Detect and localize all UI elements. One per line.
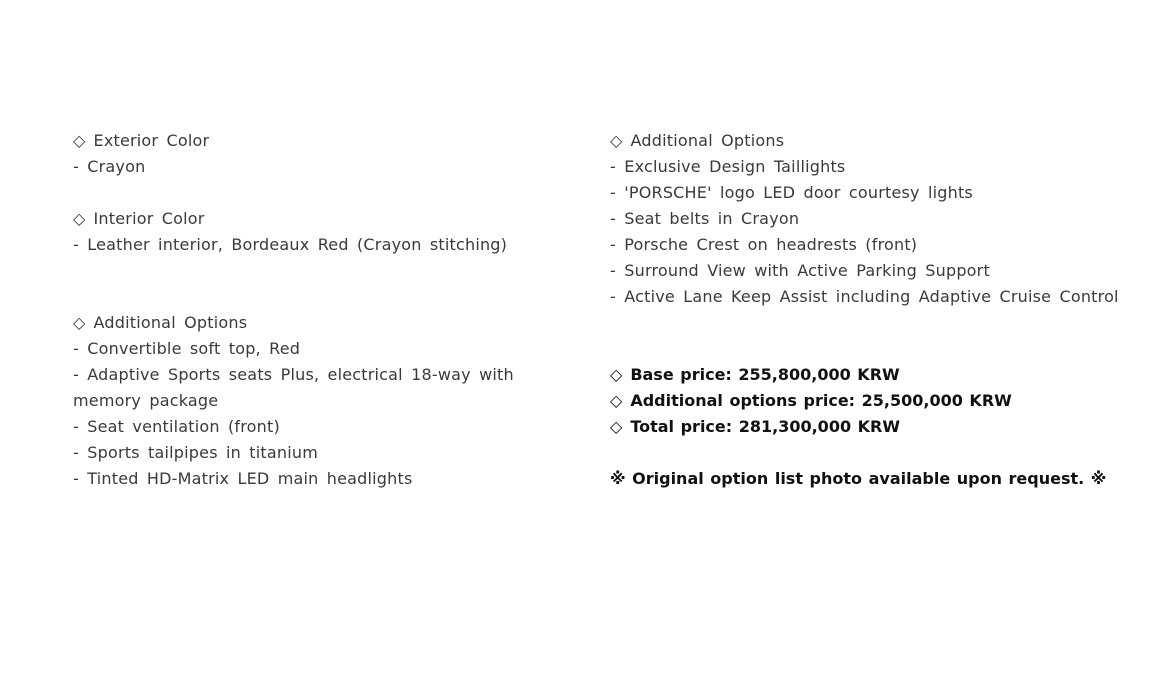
option-item: - Adaptive Sports seats Plus, electrical 18-way with memory package <box>73 365 514 410</box>
interior-color-label: Interior Color <box>93 209 205 228</box>
exterior-color-label: Exterior Color <box>93 131 210 150</box>
photo-request-note <box>610 466 1130 492</box>
diamond-icon: ◇ <box>610 417 623 436</box>
reference-mark-icon: ※ <box>1090 469 1107 488</box>
photo-request-note-text: Original option list photo available upon request. <box>632 469 1085 488</box>
additional-options-price <box>610 388 1130 414</box>
total-price <box>610 414 1130 440</box>
additional-options-heading-right <box>610 128 1130 154</box>
interior-color-value: - Leather interior, Bordeaux Red (Crayon stitching) <box>73 235 508 254</box>
base-price-text: Base price: 255,800,000 KRW <box>630 365 900 384</box>
option-item: - 'PORSCHE' logo LED door courtesy lights <box>610 183 973 202</box>
option-item: - Surround View with Active Parking Support <box>610 261 990 280</box>
additional-options-heading-left <box>73 310 573 336</box>
option-item: - Seat belts in Crayon <box>610 209 800 228</box>
reference-mark-icon: ※ <box>610 469 626 488</box>
option-item: - Sports tailpipes in titanium <box>73 443 319 462</box>
additional-options-price-text: Additional options price: 25,500,000 KRW <box>630 391 1012 410</box>
additional-options-label: Additional Options <box>630 131 785 150</box>
diamond-icon: ◇ <box>610 365 623 384</box>
diamond-icon: ◇ <box>610 131 623 150</box>
diamond-icon: ◇ <box>73 131 86 150</box>
option-item: - Active Lane Keep Assist including Adaptive Cruise Control <box>610 287 1119 306</box>
left-column <box>73 128 573 492</box>
total-price-text: Total price: 281,300,000 KRW <box>630 417 901 436</box>
additional-options-label: Additional Options <box>93 313 248 332</box>
diamond-icon: ◇ <box>73 313 86 332</box>
option-item: - Convertible soft top, Red <box>73 339 301 358</box>
right-column <box>610 128 1130 492</box>
interior-color-heading <box>73 206 573 232</box>
option-item: - Seat ventilation (front) <box>73 417 280 436</box>
exterior-color-value: - Crayon <box>73 157 146 176</box>
diamond-icon: ◇ <box>610 391 623 410</box>
base-price <box>610 362 1130 388</box>
option-item: - Porsche Crest on headrests (front) <box>610 235 918 254</box>
option-item: - Tinted HD-Matrix LED main headlights <box>73 469 413 488</box>
option-item: - Exclusive Design Taillights <box>610 157 846 176</box>
diamond-icon: ◇ <box>73 209 86 228</box>
exterior-color-heading <box>73 128 573 154</box>
